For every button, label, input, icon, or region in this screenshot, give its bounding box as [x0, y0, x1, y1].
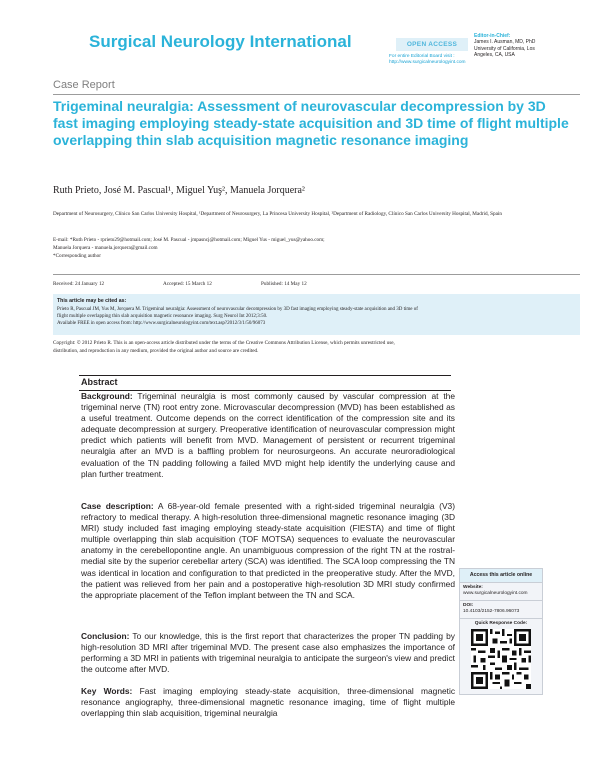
copyright-line-2: distribution, and reproduction in any medium, provided the original author and source are credited.: [53, 347, 259, 354]
doi-value[interactable]: 10.4103/2152-7806.96073: [463, 609, 520, 615]
editor-in-chief: [474, 33, 582, 59]
conclusion-text: To our knowledge, this is the first report that characterizes the proper TN padding by high-resolution 3D MRI after trigeminal MVD. The present case also emphasizes the importance of performing a 3D MRI in patients with trigeminal neuralgia to anticipate the surgeon's view and predict the outcome after MVD.: [81, 631, 455, 675]
corresponding-author: *Corresponding author: [53, 252, 101, 259]
received-date: Received: 24 January 12: [53, 281, 105, 287]
abstract-case-description: [81, 501, 455, 601]
published-date: Published: 14 May 12: [261, 281, 307, 287]
editor-label: Editor-in-Chief:: [474, 33, 511, 39]
website-value[interactable]: www.surgicalneurologyint.com: [463, 591, 528, 597]
access-online-box: [459, 568, 543, 695]
editorial-board-link[interactable]: [389, 54, 466, 66]
doi-label: DOI:: [463, 602, 474, 608]
authors: Ruth Prieto, José M. Pascual¹, Miguel Yuş², Manuela Jorquera²: [53, 185, 305, 196]
citation-line-3[interactable]: Available FREE in open access from: http://www.surgicalneurologyint.com/text.asp?2012/3/1/50/96073: [57, 321, 266, 326]
background-text: Trigeminal neuralgia is most commonly caused by vascular compression at the trigeminal nerve (TN) root entry zone. Microvascular decompression (MVD) has been established as a useful treatment. Outcome depends on the correct identification of the compression site and its adequate decompression at surgery. Preoperative identification of neurovascular compression might predict which patients will benefit from MVD. Management of persistent or recurrent trigeminal neuralgia after an MVD is a baffling problem for neurosurgeons. An accurate neuroradiological evaluation of the TN padding following a failed MVD might help identify the underlying cause and plan further treatment.: [81, 391, 455, 479]
open-access-badge: OPEN ACCESS: [396, 38, 468, 51]
qr-code-icon[interactable]: [471, 629, 531, 689]
website-row[interactable]: [460, 582, 542, 600]
email-line-1: E-mail: *Ruth Prieto - rprieto29@hotmail.com; José M. Pascual - jmpasncj@hotmail.com; Miguel Yus - miguel_yus@yahoo.com;: [53, 237, 325, 243]
abstract-background: [81, 391, 455, 480]
citation-text: [57, 306, 572, 327]
access-heading: Access this article online: [460, 569, 542, 582]
article-title: Trigeminal neuralgia: Assessment of neurovascular decompression by 3D fast imaging employing steady-state acquisition and 3D time of flight multiple overlapping thin slab acquisition magnetic resonance imaging: [53, 98, 569, 148]
keywords-label: Key Words:: [81, 686, 133, 696]
abstract-keywords: [81, 686, 455, 719]
website-label: Website:: [463, 585, 483, 590]
editor-line-2: University of California, Los: [474, 45, 535, 52]
citation-heading: This article may be cited as:: [57, 298, 127, 304]
background-label: Background:: [81, 391, 133, 401]
author-emails: [53, 237, 581, 260]
article-type: Case Report: [53, 79, 115, 91]
conclusion-label: Conclusion:: [81, 631, 130, 641]
editor-line-1: James I. Ausman, MD, PhD: [474, 39, 536, 46]
accepted-date: Accepted: 15 March 12: [163, 281, 212, 287]
abstract-heading: Abstract: [81, 377, 118, 387]
browse-line-1: For entire Editorial Board visit :: [389, 54, 455, 59]
keywords-text: Fast imaging employing steady-state acquisition, three-dimensional magnetic resonance angiography, three-dimensional magnetic resonance imaging, time of flight multiple overlapping thin slab acquisition, trigeminal neuralgia: [81, 686, 456, 719]
affiliations: Department of Neurosurgery, Clínico San Carlos University Hospital, ¹Department of Neurosurgery, La Princesa University Hospital, ²Department of Radiology, Clínico San Carlos University Hospital, Madrid, Spain: [53, 211, 502, 217]
case-text: A 68-year-old female presented with a right-sided trigeminal neuralgia (V3) refractory to medical therapy. A high-resolution three-dimensional magnetic resonance imaging (3D MRI) study included fast imaging employing steady-state acquisition (FIESTA) and time of flight multiple overlapping thin slab acquisition (TOF MOTSA) sequences to evaluate the neurovascular anatomy in the cerebellopontine angle. An unambiguous compression of the right TN at the rostral-medial site by the superior cerebellar artery (SCA) was identified. The SCA loop compressing the TN was identical in location and configuration to that predicted in the preoperative study. After the MVD, the patient was relieved from her pain and a postoperative high-resolution 3D MRI study confirmed the appropriate placement of the Teflon implant between the TN and SCA.: [81, 501, 455, 600]
doi-row[interactable]: [460, 600, 542, 618]
copyright-line-1: Copyright: © 2012 Prieto R. This is an open-access article distributed under the terms of the Creative Commons Attribution License, which permits unrestricted use,: [53, 340, 395, 346]
qr-label: Quick Response Code:: [474, 620, 528, 626]
qr-row: [460, 618, 542, 694]
copyright: [53, 340, 581, 356]
divider: [53, 94, 580, 95]
divider: [53, 274, 580, 275]
email-line-2: Manuela Jorquera - manuela.jorquera@gmail.com: [53, 244, 158, 251]
citation-box: [53, 294, 580, 335]
abstract-heading-bar: [79, 375, 451, 391]
editor-line-3: Angeles, CA, USA: [474, 52, 515, 59]
browse-line-2[interactable]: http://www.surgicalneurologyint.com: [389, 60, 466, 65]
case-label: Case description:: [81, 501, 154, 511]
citation-line-1: Prieto R, Pascual JM, Yus M, Jorquera M. Trigeminal neuralgia: Assessment of neurovascular decompression by 3D fast imaging employing steady-state acquisition and 3D time of: [57, 307, 418, 312]
journal-name: Surgical Neurology International: [89, 32, 352, 51]
citation-line-2: flight multiple overlapping thin slab acquisition magnetic resonance imaging. Surg Neurol Int 2012;3:50.: [57, 314, 268, 319]
abstract-conclusion: [81, 631, 455, 675]
